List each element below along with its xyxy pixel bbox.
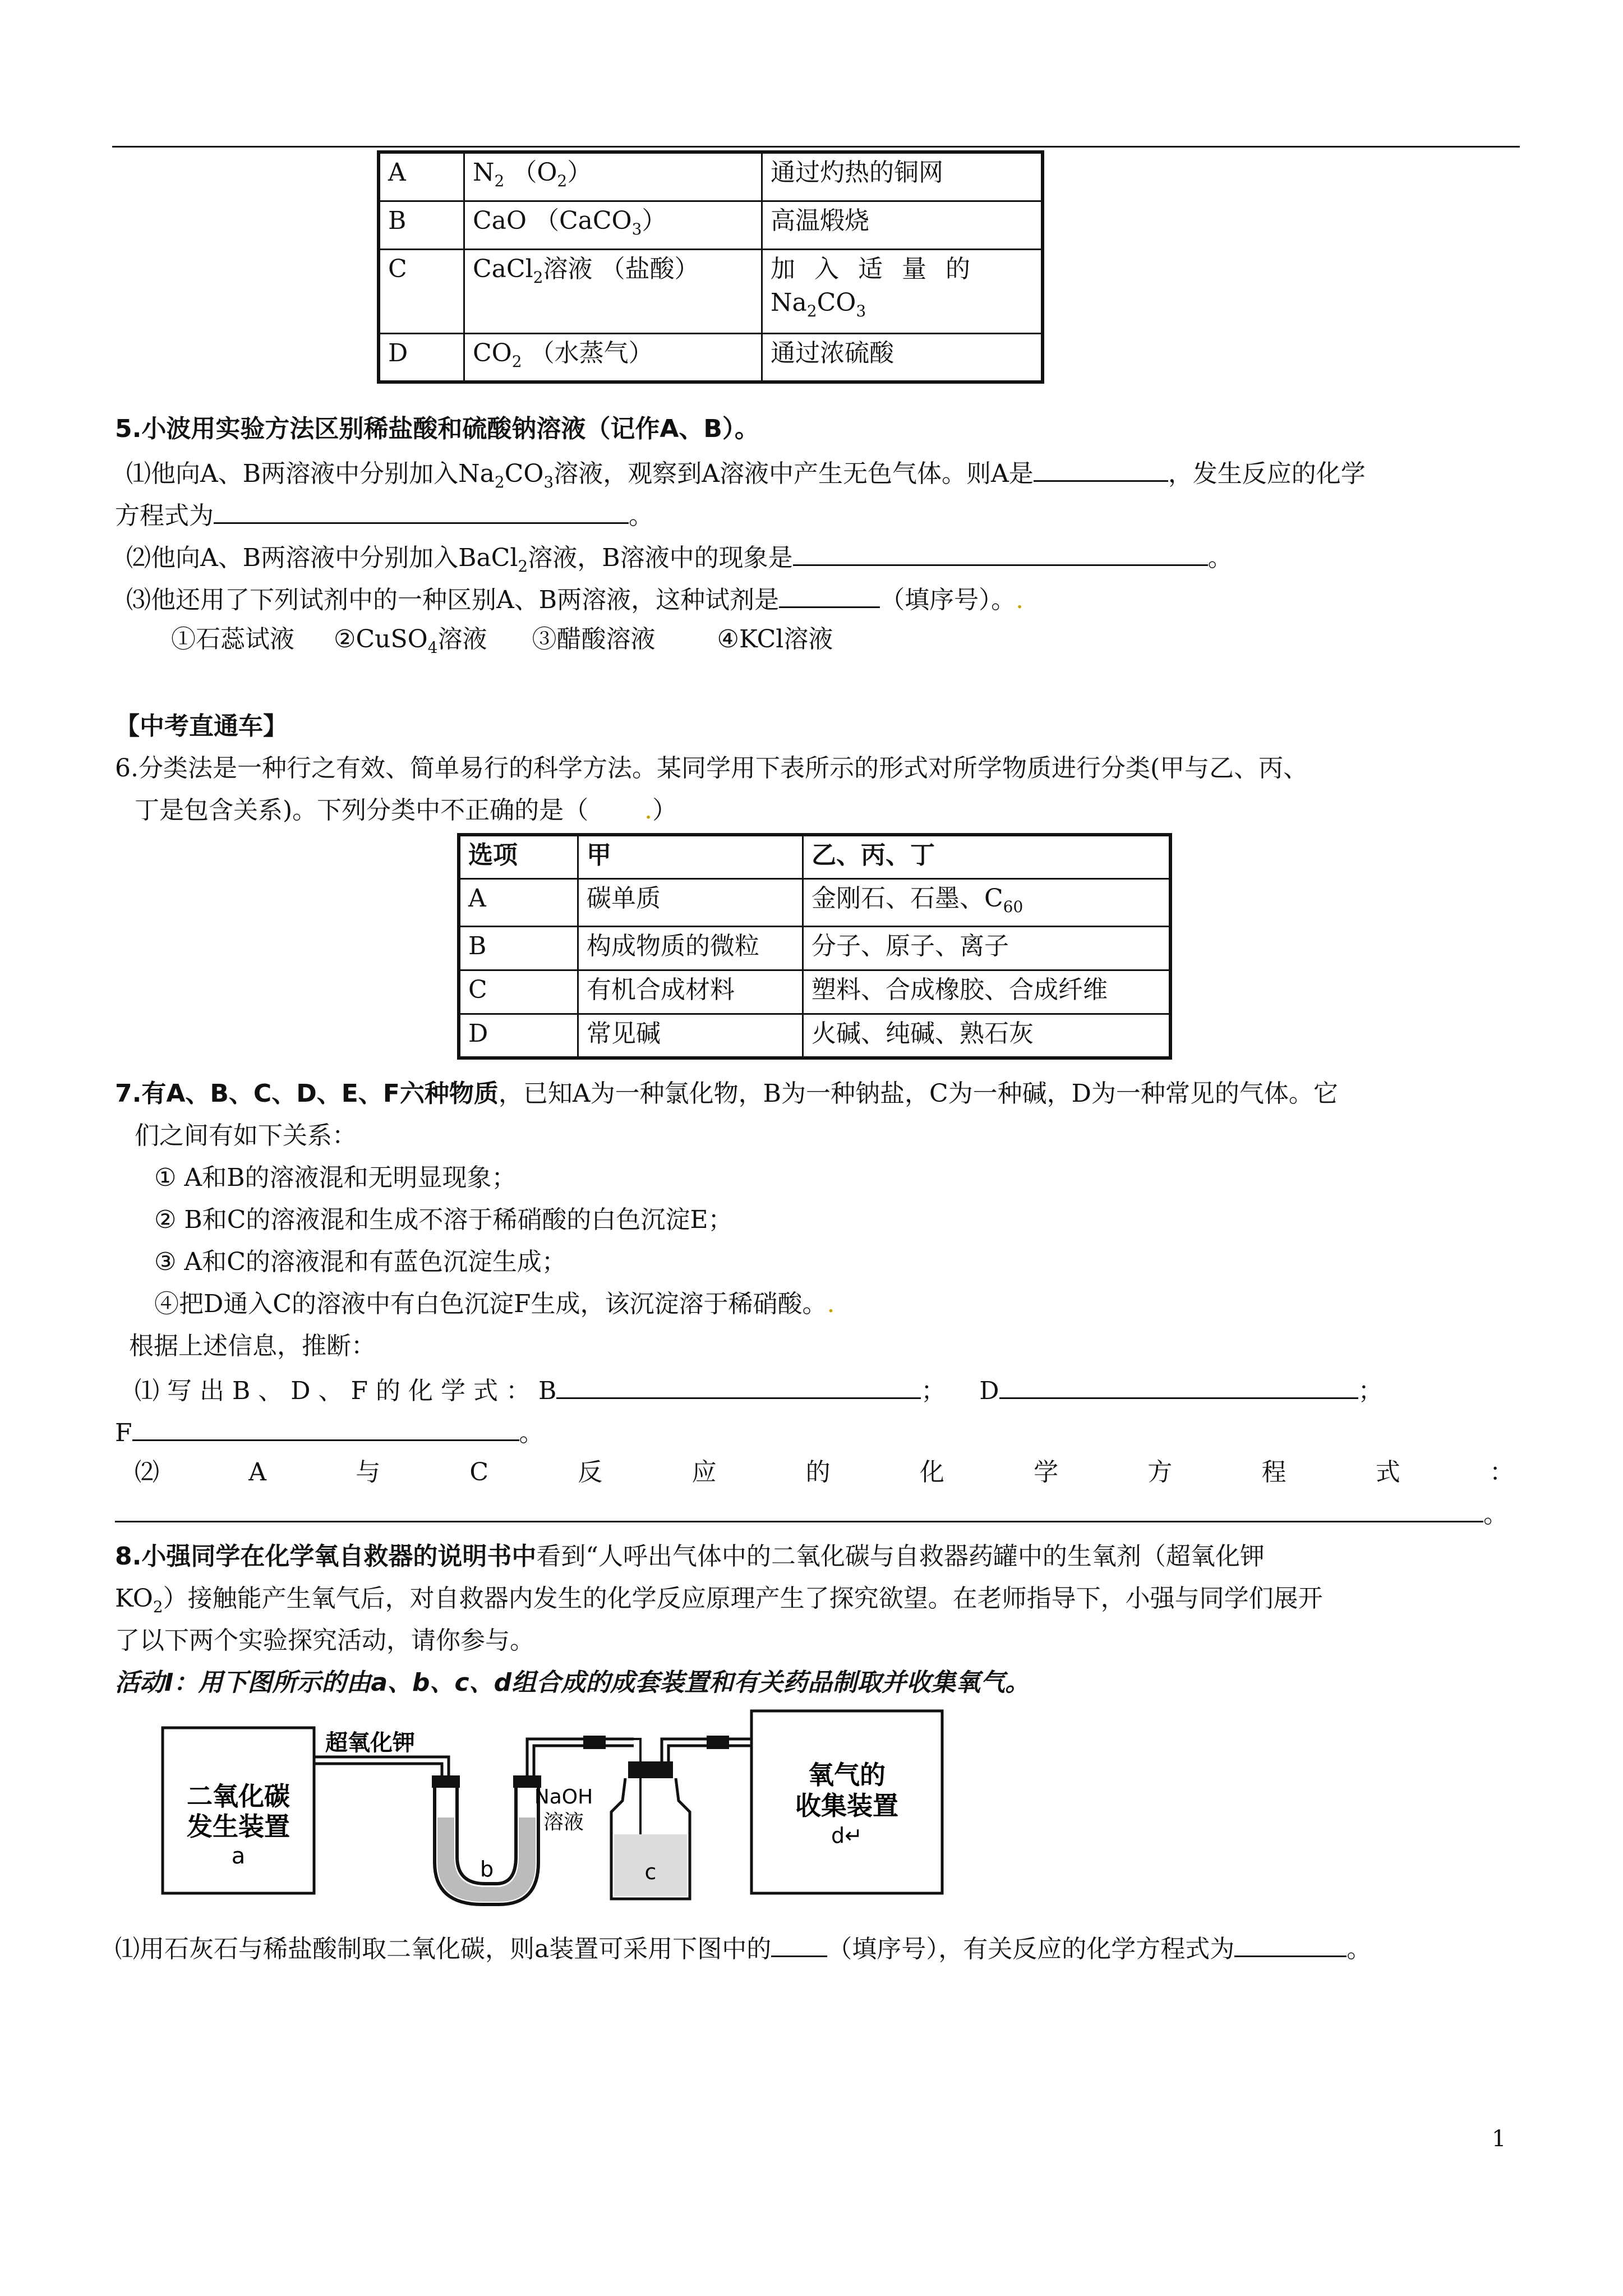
classification-table: [457, 833, 1172, 1060]
question-8-line-2: $KO_2$）接触能产生氧气后，对自救器内发生的化学反应原理产生了探究欲望。在老师指导下，小强与同学们展开: [115, 1584, 1323, 1616]
table-cell: B: [379, 201, 464, 249]
table-cell: $N_2$ $(O_2)$: [464, 152, 762, 201]
activity-1-heading: 活动Ⅰ：用下图所示的由a、b、c、d组合成的成套装置和有关药品制取并收集氧气。: [115, 1668, 1030, 1697]
answer-blank[interactable]: [132, 1414, 519, 1441]
answer-blank[interactable]: [771, 1930, 827, 1957]
question-5-title: 5.小波用实验方法区别稀盐酸和硫酸钠溶液（记作A、B）。: [115, 415, 759, 443]
table-cell: D: [459, 1014, 578, 1058]
table-cell: 塑料、合成橡胶、合成纤维: [803, 970, 1171, 1014]
question-6-line-2: 丁是包含关系)。下列分类中不正确的是（ .）: [135, 796, 677, 825]
table-header: 选项: [459, 835, 578, 878]
question-8-line-1: 8.小强同学在化学氧自救器的说明书中看到“人呼出气体中的二氧化碳与自救器药罐中的生氧剂（超氧化钾: [115, 1542, 1265, 1571]
table-cell: $CO_2$ （水蒸气）: [464, 333, 762, 382]
question-7-line-2: 们之间有如下关系：: [135, 1121, 357, 1150]
table-cell: 常见碱: [578, 1014, 803, 1058]
label-c: c: [644, 1860, 657, 1884]
table-cell: 有机合成材料: [578, 970, 803, 1014]
question-6-line-1: 6.分类法是一种行之有效、简单易行的科学方法。某同学用下表所示的形式对所学物质进行分类(甲与乙、丙、: [115, 754, 1308, 783]
table-cell: CaCl$_2$溶液 （盐酸）: [464, 249, 762, 333]
answer-blank[interactable]: [999, 1372, 1358, 1399]
table-row: [379, 201, 1043, 249]
table-row: [379, 152, 1043, 201]
condition-1: ① A和B的溶液混和无明显现象；: [154, 1163, 517, 1192]
question-7-part-1-cont: F 。: [115, 1414, 544, 1450]
question-8-line-3: 了以下两个实验探究活动，请你参与。: [115, 1626, 534, 1655]
answer-blank[interactable]: [779, 581, 880, 608]
table-row: [459, 878, 1170, 927]
condition-4: ④把D通入C的溶液中有白色沉淀F生成，该沉淀溶于稀硝酸。.: [154, 1290, 835, 1318]
inlet-tube: [634, 1739, 640, 1840]
generator-label-a: a: [231, 1843, 246, 1869]
answer-blank[interactable]: [793, 539, 1208, 566]
table-cell: 构成物质的微粒: [578, 927, 803, 970]
table-cell: CaO （CaCO$_3$）: [464, 201, 762, 249]
stopper: [432, 1775, 460, 1788]
collector-label-d: d↵: [831, 1823, 863, 1848]
connector-tube: [534, 1746, 634, 1784]
table-header: 甲: [578, 835, 803, 878]
table-header-row: [459, 835, 1170, 878]
outlet-tube: [668, 1746, 751, 1778]
section-heading: 【中考直通车】: [115, 712, 288, 740]
condition-3: ③ A和C的溶液混和有蓝色沉淀生成；: [154, 1248, 566, 1276]
question-5-options: ①石蕊试液 ②CuSO$_4$溶液 ③醋酸溶液 ④KCl溶液: [171, 625, 833, 657]
label-b: b: [479, 1857, 494, 1881]
connector-tube: [314, 1757, 449, 1784]
table-cell: 碳单质: [578, 878, 803, 927]
table-cell: C: [379, 249, 464, 333]
answer-blank[interactable]: [556, 1372, 921, 1399]
table-cell: 分子、原子、离子: [803, 927, 1171, 970]
answer-blank[interactable]: [1034, 454, 1168, 482]
connector-tube: [314, 1764, 442, 1784]
question-5-part-1: ⑴他向A、B两溶液中分别加入$Na_2CO_3$溶液，观察到A溶液中产生无色气体。则A是 ，发生反应的化学: [126, 454, 1366, 499]
table-row: [379, 249, 1043, 333]
question-5-part-3: ⑶他还用了下列试剂中的一种区别A、B两溶液，这种试剂是 （填序号）。.: [126, 581, 1023, 617]
question-5-part-1-cont: 方程式为 。: [115, 496, 653, 533]
question-7-line-1: 7.有A、B、C、D、E、F六种物质，已知A为一种氯化物，B为一种钠盐，C为一种碱，D为一种常见的气体。它: [115, 1079, 1338, 1108]
table-row: [459, 1014, 1170, 1058]
table-cell: 高温煅烧: [762, 201, 1043, 249]
header-rule: [112, 146, 1520, 148]
page-number: 1: [1492, 2126, 1506, 2152]
answer-blank[interactable]: [214, 496, 629, 524]
table-cell: 金刚石、石墨、$C_{60}$: [803, 878, 1171, 927]
impurity-table: [377, 150, 1044, 384]
condition-2: ② B和C的溶液混和生成不溶于稀硝酸的白色沉淀E；: [154, 1205, 733, 1234]
table-row: [379, 333, 1043, 382]
question-7-part-1: ⑴ 写 出 B 、 D 、 F 的 化 学 式 ： B ； D ；: [135, 1372, 1520, 1408]
reagent-label: 超氧化钾: [325, 1730, 415, 1756]
bottle-stopper: [628, 1761, 673, 1778]
answer-blank[interactable]: [1234, 1930, 1347, 1957]
table-row: [459, 970, 1170, 1014]
question-7-part-2: ⑵ A 与 C 反 应 的 化 学 方 程 式 ：: [135, 1458, 1514, 1487]
table-cell: B: [459, 927, 578, 970]
question-8-part-1: ⑴用石灰石与稀盐酸制取二氧化碳，则a装置可采用下图中的 （填序号），有关反应的化学方程式为 。: [115, 1930, 1371, 1966]
question-7-part-2-cont: 。: [115, 1495, 1508, 1531]
answer-blank[interactable]: [115, 1495, 1483, 1522]
collector-label-1: 氧气的: [808, 1760, 886, 1790]
rubber-joint: [707, 1736, 729, 1749]
apparatus-diagram: [157, 1705, 953, 1918]
table-cell: A: [459, 878, 578, 927]
question-5-part-2: ⑵他向A、B两溶液中分别加入BaCl$_2$溶液，B溶液中的现象是 。: [126, 539, 1233, 583]
table-cell: C: [459, 970, 578, 1014]
table-cell: 通过浓硫酸: [762, 333, 1043, 382]
naoh-label: NaOH: [534, 1786, 593, 1809]
table-cell: D: [379, 333, 464, 382]
table-header: 乙、丙、丁: [803, 835, 1171, 878]
rubber-joint: [583, 1736, 606, 1749]
generator-label-2: 发生装置: [187, 1811, 290, 1842]
table-cell: 火碱、纯碱、熟石灰: [803, 1014, 1171, 1058]
table-cell: A: [379, 152, 464, 201]
table-cell: 加 入 适 量 的 $Na_2CO_3$: [762, 249, 1043, 333]
collector-label-2: 收集装置: [795, 1791, 898, 1821]
table-cell: 通过灼热的铜网: [762, 152, 1043, 201]
generator-label-1: 二氧化碳: [187, 1781, 290, 1811]
naoh-label-2: 溶液: [543, 1811, 584, 1834]
table-row: [459, 927, 1170, 970]
inference-prompt: 根据上述信息，推断：: [129, 1332, 376, 1360]
